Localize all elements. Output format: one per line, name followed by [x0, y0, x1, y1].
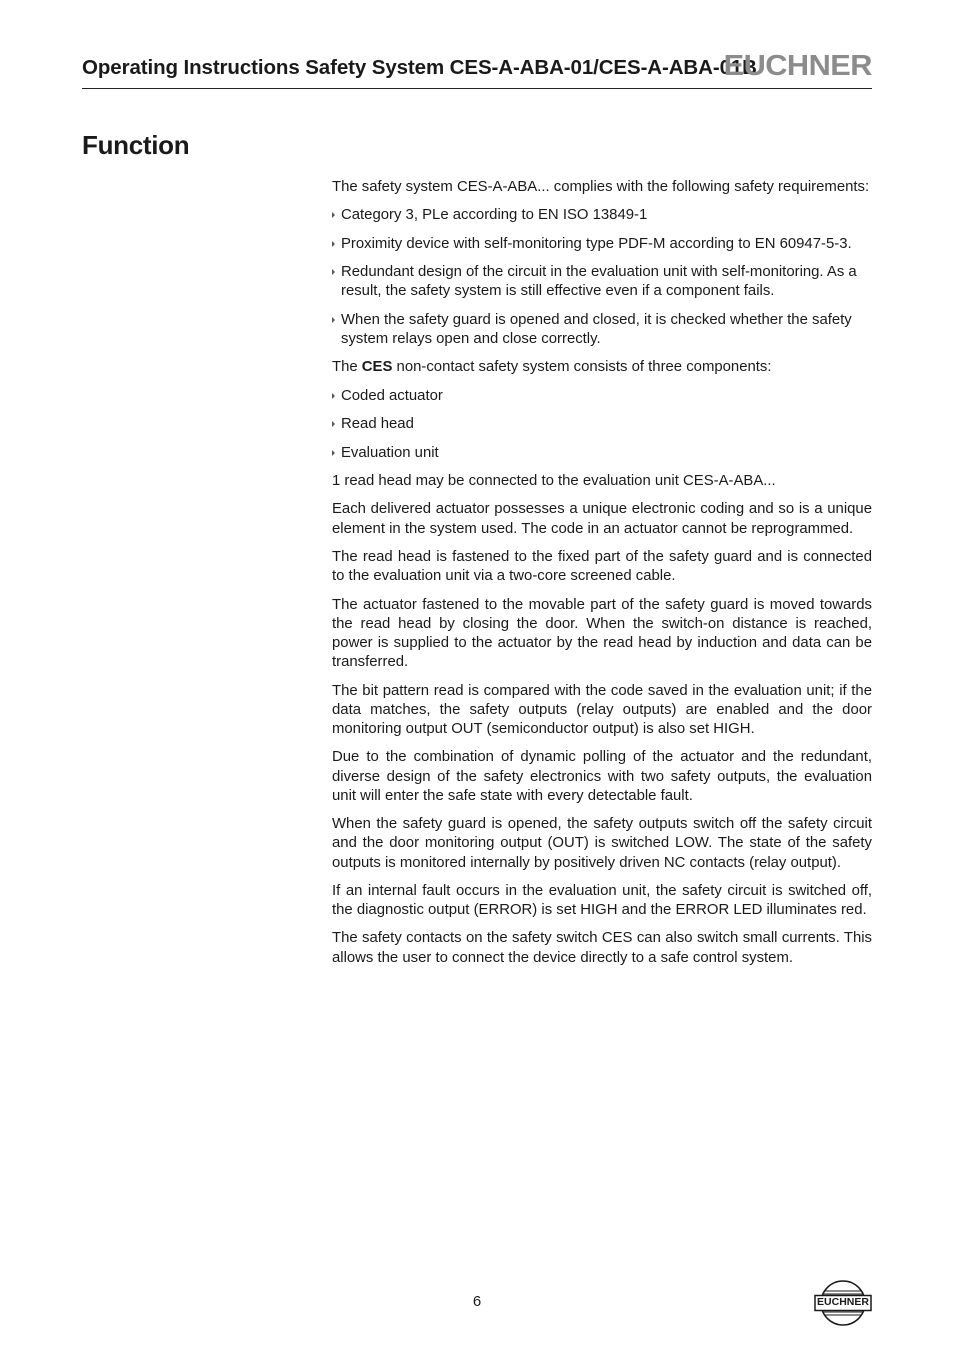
list-item — [332, 235, 872, 254]
list-item — [332, 415, 872, 434]
bullet-icon — [332, 393, 335, 399]
main-content — [332, 178, 872, 977]
components-list — [332, 387, 872, 463]
list-item — [332, 263, 872, 301]
list-item — [332, 311, 872, 349]
euchner-logo: EUCHNER — [723, 50, 872, 82]
bullet-icon — [332, 212, 335, 218]
list-item-text: Coded actuator — [341, 387, 443, 404]
list-item-text: Read head — [341, 416, 414, 433]
page-header — [82, 50, 872, 89]
components-intro: The CES non-contact safety system consists of three components: — [332, 359, 772, 376]
bullet-icon — [332, 450, 335, 456]
section-title: Function — [82, 130, 190, 160]
bullet-icon — [332, 421, 335, 427]
ces-bold: CES — [361, 359, 393, 376]
footer-logo-text: EUCHNER — [817, 1296, 869, 1308]
list-item-text: Category 3, PLe according to EN ISO 13849-1 — [341, 207, 648, 224]
list-item — [332, 206, 872, 225]
requirements-intro: The safety system CES-A-ABA... complies with the following safety requirements: — [332, 179, 870, 195]
list-item — [332, 444, 872, 463]
list-item-text: Proximity device with self-monitoring type PDF-M according to EN 60947-5-3. — [341, 235, 852, 252]
list-item-text: When the safety guard is opened and closed, it is checked whether the safety system relays open and close correctly. — [341, 311, 852, 347]
bullet-icon — [332, 269, 335, 275]
bullet-icon — [332, 317, 335, 323]
list-item — [332, 387, 872, 406]
paragraph: The bit pattern read is compared with the code saved in the evaluation unit; if the data matches, the safety outputs (relay outputs) are enabled and the door monitoring output OUT (semiconductor output) is also set HIGH. — [332, 682, 872, 737]
paragraph: Due to the combination of dynamic polling of the actuator and the redundant, diverse design of the safety electronics with two safety outputs, the evaluation unit will enter the safe state with every detectable fault. — [332, 749, 872, 804]
paragraph: The read head is fastened to the fixed part of the safety guard and is connected to the evaluation unit via a two-core screened cable. — [332, 548, 872, 585]
document-title: Operating Instructions Safety System CES-A-ABA-01/CES-A-ABA-01B — [82, 56, 757, 79]
paragraph: When the safety guard is opened, the safety outputs switch off the safety circuit and the door monitoring output (OUT) is switched LOW. The state of the safety outputs is monitored internally by positively driven NC contacts (relay output). — [332, 816, 872, 871]
paragraph: 1 read head may be connected to the evaluation unit CES-A-ABA... — [332, 472, 776, 489]
paragraph: Each delivered actuator possesses a unique electronic coding and so is a unique element in the system used. The code in an actuator cannot be reprogrammed. — [332, 501, 872, 537]
paragraph: The actuator fastened to the movable part of the safety guard is moved towards the read head by closing the door. When the switch-on distance is reached, power is supplied to the actuator by the read head by induction and data can be transferred. — [332, 596, 872, 671]
page-number: 6 — [472, 1293, 482, 1310]
list-item-text: Evaluation unit — [341, 444, 439, 461]
paragraph: The safety contacts on the safety switch CES can also switch small currents. This allows the user to connect the device directly to a safe control system. — [332, 930, 872, 966]
list-item-text: Redundant design of the circuit in the evaluation unit with self-monitoring. As a result, the safety system is still effective even if a component fails. — [341, 264, 857, 300]
bullet-icon — [332, 241, 335, 247]
paragraph: If an internal fault occurs in the evaluation unit, the safety circuit is switched off, the diagnostic output (ERROR) is set HIGH and the ERROR LED illuminates red. — [332, 882, 872, 919]
requirements-list — [332, 206, 872, 349]
euchner-circle-logo-icon — [813, 1279, 873, 1327]
